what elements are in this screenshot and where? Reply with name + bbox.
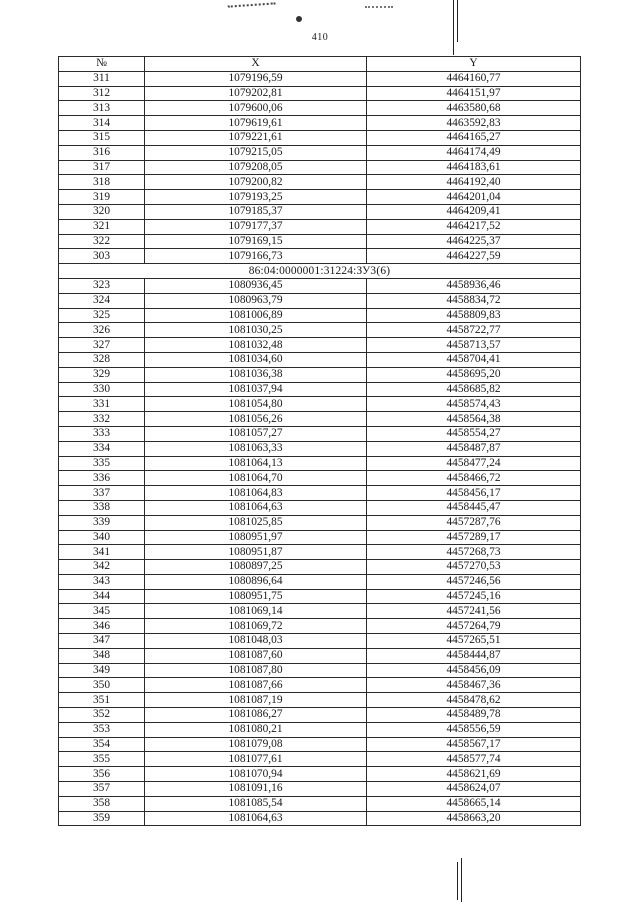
y-coordinate-cell: 4458621,69 xyxy=(367,767,581,782)
table-row xyxy=(59,693,581,708)
y-coordinate-cell: 4457289,17 xyxy=(367,530,581,545)
table-row xyxy=(59,752,581,767)
table-row xyxy=(59,604,581,619)
table-row xyxy=(59,574,581,589)
binding-line xyxy=(453,0,454,55)
table-row xyxy=(59,663,581,678)
page-number: 410 xyxy=(311,32,329,43)
y-coordinate-cell: 4458556,59 xyxy=(367,722,581,737)
y-coordinate-cell: 4458665,14 xyxy=(367,796,581,811)
y-coordinate-cell: 4458487,87 xyxy=(367,441,581,456)
x-coordinate-cell: 1080951,75 xyxy=(145,589,367,604)
point-number-cell: 326 xyxy=(59,323,145,338)
point-number-cell: 314 xyxy=(59,116,145,131)
y-coordinate-cell: 4457270,53 xyxy=(367,560,581,575)
x-coordinate-cell: 1081037,94 xyxy=(145,382,367,397)
table-row xyxy=(59,204,581,219)
x-coordinate-cell: 1079202,81 xyxy=(145,86,367,101)
y-coordinate-cell: 4458834,72 xyxy=(367,293,581,308)
y-coordinate-cell: 4464160,77 xyxy=(367,71,581,86)
table-row xyxy=(59,175,581,190)
table-row xyxy=(59,160,581,175)
x-coordinate-cell: 1080936,45 xyxy=(145,278,367,293)
x-coordinate-cell: 1080963,79 xyxy=(145,293,367,308)
x-coordinate-cell: 1081079,08 xyxy=(145,737,367,752)
x-coordinate-cell: 1081048,03 xyxy=(145,634,367,649)
point-number-cell: 318 xyxy=(59,175,145,190)
y-coordinate-cell: 4458809,83 xyxy=(367,308,581,323)
table-row xyxy=(59,352,581,367)
y-coordinate-cell: 4458704,41 xyxy=(367,352,581,367)
y-coordinate-cell: 4458564,38 xyxy=(367,412,581,427)
table-row xyxy=(59,737,581,752)
scan-artifact-top-right xyxy=(365,6,393,12)
x-coordinate-cell: 1081063,33 xyxy=(145,441,367,456)
table-row xyxy=(59,86,581,101)
x-coordinate-cell: 1081032,48 xyxy=(145,338,367,353)
x-coordinate-cell: 1079185,37 xyxy=(145,204,367,219)
x-coordinate-cell: 1080951,97 xyxy=(145,530,367,545)
x-coordinate-cell: 1081087,66 xyxy=(145,678,367,693)
binding-line xyxy=(461,858,462,902)
x-coordinate-cell: 1081069,14 xyxy=(145,604,367,619)
point-number-cell: 343 xyxy=(59,574,145,589)
table-row xyxy=(59,708,581,723)
y-coordinate-cell: 4464165,27 xyxy=(367,130,581,145)
y-coordinate-cell: 4458466,72 xyxy=(367,471,581,486)
y-coordinate-cell: 4457287,76 xyxy=(367,515,581,530)
y-coordinate-cell: 4458685,82 xyxy=(367,382,581,397)
point-number-cell: 340 xyxy=(59,530,145,545)
x-coordinate-cell: 1081064,13 xyxy=(145,456,367,471)
point-number-cell: 355 xyxy=(59,752,145,767)
table-row xyxy=(59,190,581,205)
x-coordinate-cell: 1081006,89 xyxy=(145,308,367,323)
point-number-cell: 325 xyxy=(59,308,145,323)
x-coordinate-cell: 1081086,27 xyxy=(145,708,367,723)
point-number-cell: 311 xyxy=(59,71,145,86)
point-number-cell: 349 xyxy=(59,663,145,678)
y-coordinate-cell: 4458936,46 xyxy=(367,278,581,293)
y-coordinate-cell: 4463580,68 xyxy=(367,101,581,116)
x-coordinate-cell: 1081057,27 xyxy=(145,426,367,441)
section-label: 86:04:0000001:31224:ЗУ3(6) xyxy=(59,264,581,279)
table-row xyxy=(59,412,581,427)
point-number-cell: 321 xyxy=(59,219,145,234)
y-coordinate-cell: 4458567,17 xyxy=(367,737,581,752)
y-coordinate-cell: 4458478,62 xyxy=(367,693,581,708)
header-y: Y xyxy=(367,57,581,72)
table-row xyxy=(59,767,581,782)
x-coordinate-cell: 1080951,87 xyxy=(145,545,367,560)
x-coordinate-cell: 1079177,37 xyxy=(145,219,367,234)
x-coordinate-cell: 1079169,15 xyxy=(145,234,367,249)
table-row xyxy=(59,338,581,353)
x-coordinate-cell: 1081064,70 xyxy=(145,471,367,486)
point-number-cell: 316 xyxy=(59,145,145,160)
point-number-cell: 357 xyxy=(59,782,145,797)
coordinates-table xyxy=(58,56,581,826)
y-coordinate-cell: 4458713,57 xyxy=(367,338,581,353)
table-row xyxy=(59,545,581,560)
point-number-cell: 330 xyxy=(59,382,145,397)
point-number-cell: 354 xyxy=(59,737,145,752)
y-coordinate-cell: 4458444,87 xyxy=(367,648,581,663)
point-number-cell: 324 xyxy=(59,293,145,308)
x-coordinate-cell: 1081064,63 xyxy=(145,811,367,826)
table-row xyxy=(59,782,581,797)
point-number-cell: 317 xyxy=(59,160,145,175)
table-row xyxy=(59,678,581,693)
x-coordinate-cell: 1079208,05 xyxy=(145,160,367,175)
point-number-cell: 332 xyxy=(59,412,145,427)
table-row xyxy=(59,367,581,382)
y-coordinate-cell: 4458624,07 xyxy=(367,782,581,797)
point-number-cell: 346 xyxy=(59,619,145,634)
point-number-cell: 353 xyxy=(59,722,145,737)
x-coordinate-cell: 1079221,61 xyxy=(145,130,367,145)
point-number-cell: 329 xyxy=(59,367,145,382)
x-coordinate-cell: 1079200,82 xyxy=(145,175,367,190)
y-coordinate-cell: 4458695,20 xyxy=(367,367,581,382)
y-coordinate-cell: 4457264,79 xyxy=(367,619,581,634)
table-row xyxy=(59,796,581,811)
x-coordinate-cell: 1079193,25 xyxy=(145,190,367,205)
table-row xyxy=(59,486,581,501)
table-row xyxy=(59,249,581,264)
point-number-cell: 342 xyxy=(59,560,145,575)
y-coordinate-cell: 4464174,49 xyxy=(367,145,581,160)
point-number-cell: 319 xyxy=(59,190,145,205)
table-row xyxy=(59,234,581,249)
y-coordinate-cell: 4457246,56 xyxy=(367,574,581,589)
x-coordinate-cell: 1081085,54 xyxy=(145,796,367,811)
scan-artifact-dot xyxy=(296,16,302,22)
y-coordinate-cell: 4458477,24 xyxy=(367,456,581,471)
table-row xyxy=(59,426,581,441)
x-coordinate-cell: 1081064,63 xyxy=(145,500,367,515)
x-coordinate-cell: 1081036,38 xyxy=(145,367,367,382)
y-coordinate-cell: 4464183,61 xyxy=(367,160,581,175)
binding-line xyxy=(457,862,458,900)
point-number-cell: 358 xyxy=(59,796,145,811)
table-body-first xyxy=(59,71,581,263)
table-row xyxy=(59,441,581,456)
y-coordinate-cell: 4457268,73 xyxy=(367,545,581,560)
point-number-cell: 359 xyxy=(59,811,145,826)
table-row xyxy=(59,101,581,116)
table-row xyxy=(59,560,581,575)
table-row xyxy=(59,323,581,338)
point-number-cell: 336 xyxy=(59,471,145,486)
table-row xyxy=(59,619,581,634)
y-coordinate-cell: 4458722,77 xyxy=(367,323,581,338)
point-number-cell: 312 xyxy=(59,86,145,101)
header-x: X xyxy=(145,57,367,72)
y-coordinate-cell: 4464225,37 xyxy=(367,234,581,249)
x-coordinate-cell: 1081064,83 xyxy=(145,486,367,501)
point-number-cell: 341 xyxy=(59,545,145,560)
point-number-cell: 335 xyxy=(59,456,145,471)
y-coordinate-cell: 4458577,74 xyxy=(367,752,581,767)
y-coordinate-cell: 4457245,16 xyxy=(367,589,581,604)
table-row xyxy=(59,116,581,131)
x-coordinate-cell: 1081070,94 xyxy=(145,767,367,782)
table-row xyxy=(59,471,581,486)
point-number-cell: 320 xyxy=(59,204,145,219)
table-row xyxy=(59,130,581,145)
y-coordinate-cell: 4457265,51 xyxy=(367,634,581,649)
table-body-second xyxy=(59,278,581,825)
point-number-cell: 350 xyxy=(59,678,145,693)
table-row xyxy=(59,634,581,649)
x-coordinate-cell: 1081030,25 xyxy=(145,323,367,338)
point-number-cell: 334 xyxy=(59,441,145,456)
y-coordinate-cell: 4458574,43 xyxy=(367,397,581,412)
point-number-cell: 339 xyxy=(59,515,145,530)
table-row xyxy=(59,71,581,86)
table-row xyxy=(59,308,581,323)
point-number-cell: 356 xyxy=(59,767,145,782)
table-row xyxy=(59,219,581,234)
x-coordinate-cell: 1081091,16 xyxy=(145,782,367,797)
y-coordinate-cell: 4463592,83 xyxy=(367,116,581,131)
x-coordinate-cell: 1081054,80 xyxy=(145,397,367,412)
y-coordinate-cell: 4458456,17 xyxy=(367,486,581,501)
table-row xyxy=(59,382,581,397)
point-number-cell: 352 xyxy=(59,708,145,723)
point-number-cell: 333 xyxy=(59,426,145,441)
x-coordinate-cell: 1081080,21 xyxy=(145,722,367,737)
x-coordinate-cell: 1081087,60 xyxy=(145,648,367,663)
point-number-cell: 348 xyxy=(59,648,145,663)
table-section xyxy=(59,264,581,279)
y-coordinate-cell: 4464201,04 xyxy=(367,190,581,205)
y-coordinate-cell: 4464151,97 xyxy=(367,86,581,101)
y-coordinate-cell: 4458467,36 xyxy=(367,678,581,693)
x-coordinate-cell: 1081069,72 xyxy=(145,619,367,634)
y-coordinate-cell: 4458554,27 xyxy=(367,426,581,441)
x-coordinate-cell: 1079619,61 xyxy=(145,116,367,131)
x-coordinate-cell: 1081077,61 xyxy=(145,752,367,767)
point-number-cell: 328 xyxy=(59,352,145,367)
x-coordinate-cell: 1081087,19 xyxy=(145,693,367,708)
table-row xyxy=(59,589,581,604)
y-coordinate-cell: 4458663,20 xyxy=(367,811,581,826)
header-number: № xyxy=(59,57,145,72)
point-number-cell: 347 xyxy=(59,634,145,649)
point-number-cell: 322 xyxy=(59,234,145,249)
section-row xyxy=(59,264,581,279)
table-row xyxy=(59,293,581,308)
y-coordinate-cell: 4464227,59 xyxy=(367,249,581,264)
point-number-cell: 313 xyxy=(59,101,145,116)
point-number-cell: 315 xyxy=(59,130,145,145)
point-number-cell: 303 xyxy=(59,249,145,264)
table-row xyxy=(59,648,581,663)
y-coordinate-cell: 4464209,41 xyxy=(367,204,581,219)
point-number-cell: 345 xyxy=(59,604,145,619)
table-row xyxy=(59,456,581,471)
point-number-cell: 327 xyxy=(59,338,145,353)
table-row xyxy=(59,515,581,530)
y-coordinate-cell: 4458456,09 xyxy=(367,663,581,678)
x-coordinate-cell: 1081025,85 xyxy=(145,515,367,530)
y-coordinate-cell: 4464192,40 xyxy=(367,175,581,190)
point-number-cell: 337 xyxy=(59,486,145,501)
x-coordinate-cell: 1081087,80 xyxy=(145,663,367,678)
table-row xyxy=(59,278,581,293)
point-number-cell: 344 xyxy=(59,589,145,604)
y-coordinate-cell: 4458489,78 xyxy=(367,708,581,723)
table-row xyxy=(59,530,581,545)
x-coordinate-cell: 1079166,73 xyxy=(145,249,367,264)
x-coordinate-cell: 1079600,06 xyxy=(145,101,367,116)
y-coordinate-cell: 4464217,52 xyxy=(367,219,581,234)
x-coordinate-cell: 1079196,59 xyxy=(145,71,367,86)
table-header-row xyxy=(59,57,581,72)
x-coordinate-cell: 1081056,26 xyxy=(145,412,367,427)
table-row xyxy=(59,500,581,515)
table-row xyxy=(59,145,581,160)
point-number-cell: 323 xyxy=(59,278,145,293)
y-coordinate-cell: 4457241,56 xyxy=(367,604,581,619)
point-number-cell: 351 xyxy=(59,693,145,708)
x-coordinate-cell: 1080896,64 xyxy=(145,574,367,589)
x-coordinate-cell: 1079215,05 xyxy=(145,145,367,160)
x-coordinate-cell: 1081034,60 xyxy=(145,352,367,367)
point-number-cell: 331 xyxy=(59,397,145,412)
y-coordinate-cell: 4458445,47 xyxy=(367,500,581,515)
table-row xyxy=(59,397,581,412)
table-row xyxy=(59,811,581,826)
scan-artifact-top xyxy=(228,2,277,15)
table-row xyxy=(59,722,581,737)
x-coordinate-cell: 1080897,25 xyxy=(145,560,367,575)
point-number-cell: 338 xyxy=(59,500,145,515)
